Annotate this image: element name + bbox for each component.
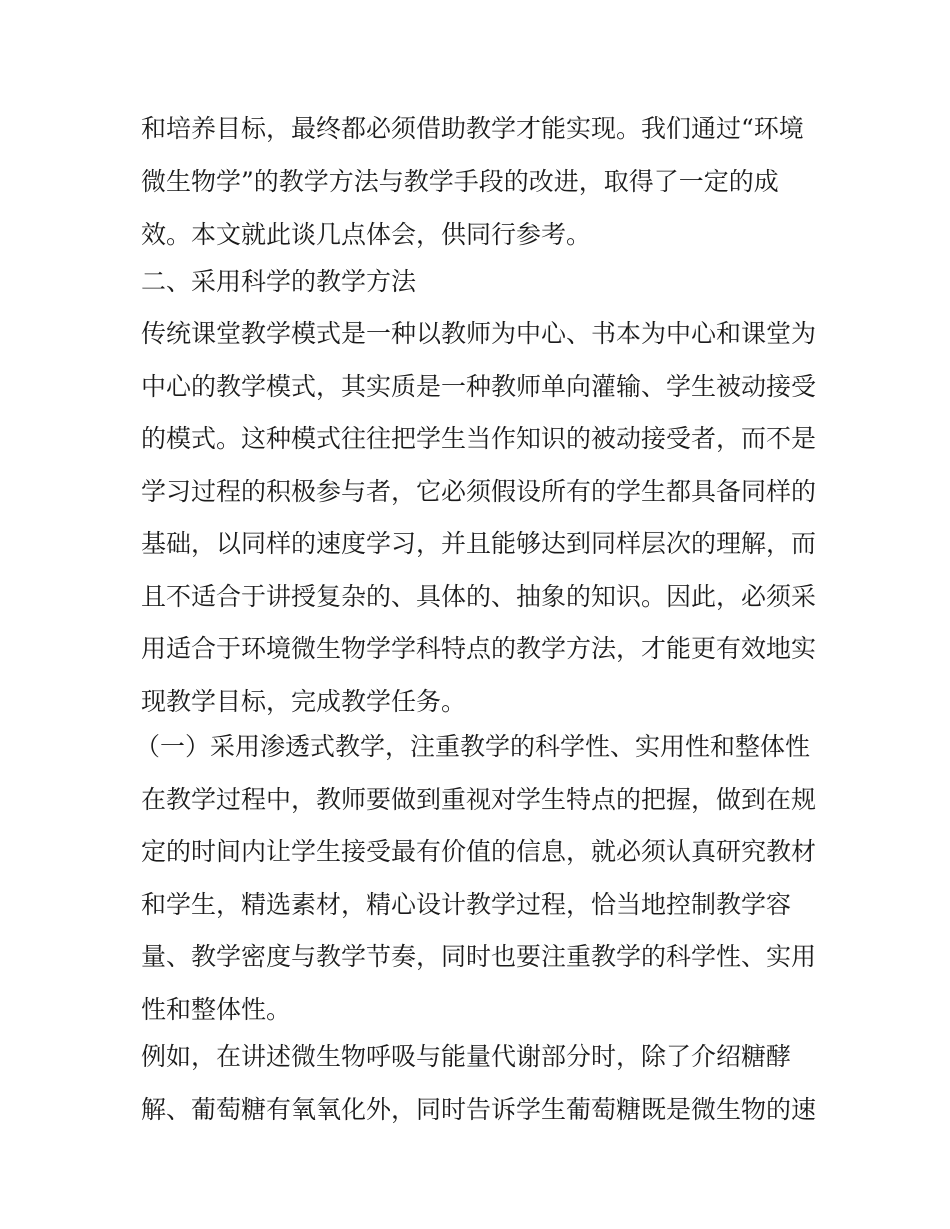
section-heading: 二、采用科学的教学方法	[141, 267, 417, 296]
paragraph-line: 学习过程的积极参与者，它必须假设所有的学生都具备同样的	[141, 477, 817, 506]
subsection-heading: （一）采用渗透式教学，注重教学的科学性、实用性和整体性	[135, 732, 811, 761]
paragraph-line: 微生物学”的教学方法与教学手段的改进，取得了一定的成	[141, 167, 779, 196]
paragraph-line: 性和整体性。	[141, 995, 292, 1024]
paragraph-line: 解、葡萄糖有氧氧化外，同时告诉学生葡萄糖既是微生物的速	[141, 1095, 817, 1124]
paragraph-line: 量、教学密度与教学节奏，同时也要注重教学的科学性、实用	[141, 942, 817, 971]
paragraph-line: 在教学过程中，教师要做到重视对学生特点的把握，做到在规	[141, 785, 817, 814]
paragraph-line: 基础，以同样的速度学习，并且能够达到同样层次的理解，而	[141, 529, 817, 558]
paragraph-line: 例如，在讲述微生物呼吸与能量代谢部分时，除了介绍糖酵	[141, 1042, 792, 1071]
paragraph-line: 效。本文就此谈几点体会，供同行参考。	[141, 220, 592, 249]
paragraph-line: 的模式。这种模式往往把学生当作知识的被动接受者，而不是	[141, 424, 817, 453]
paragraph-line: 传统课堂教学模式是一种以教师为中心、书本为中心和课堂为	[141, 319, 817, 348]
paragraph-line: 用适合于环境微生物学学科特点的教学方法，才能更有效地实	[141, 634, 817, 663]
paragraph-line: 和培养目标，最终都必须借助教学才能实现。我们通过“环境	[141, 114, 804, 143]
paragraph-line: 且不适合于讲授复杂的、具体的、抽象的知识。因此，必须采	[141, 582, 817, 611]
paragraph-line: 和学生，精选素材，精心设计教学过程，恰当地控制教学容	[141, 890, 792, 919]
paragraph-line: 现教学目标，完成教学任务。	[141, 687, 467, 716]
paragraph-line: 定的时间内让学生接受最有价值的信息，就必须认真研究教材	[141, 837, 817, 866]
paragraph-line: 中心的教学模式，其实质是一种教师单向灌输、学生被动接受	[141, 372, 817, 401]
